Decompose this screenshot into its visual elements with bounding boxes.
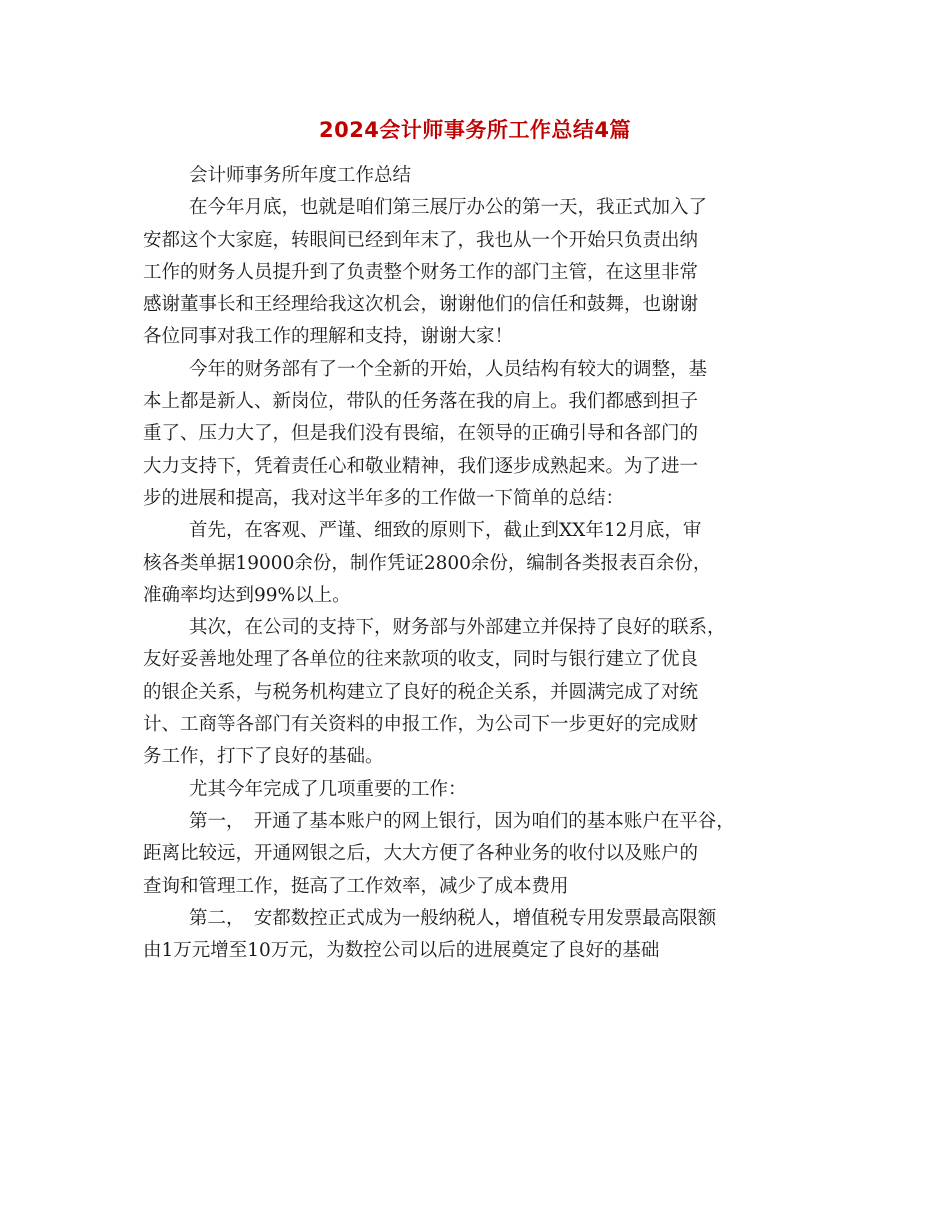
text-line: 友好妥善地处理了各单位的往来款项的收支，同时与银行建立了优良 xyxy=(143,649,699,671)
text-line: 工作的财务人员提升到了负责整个财务工作的部门主管，在这里非常 xyxy=(143,261,699,283)
document-title: 2024会计师事务所工作总结4篇 xyxy=(318,118,632,142)
text-line: 的银企关系，与税务机构建立了良好的税企关系，并圆满完成了对统 xyxy=(143,681,699,703)
text-line: 会计师事务所年度工作总结 xyxy=(189,165,412,186)
text-line: 计、工商等各部门有关资料的申报工作，为公司下一步更好的完成财 xyxy=(143,714,699,736)
text-line: 务工作，打下了良好的基础。 xyxy=(143,746,384,768)
text-line: 首先，在客观、严谨、细致的原则下，截止到XX年12月底，审 xyxy=(189,520,702,542)
text-line: 步的进展和提高，我对这半年多的工作做一下简单的总结： xyxy=(143,487,625,509)
text-line: 今年的财务部有了一个全新的开始，人员结构有较大的调整，基 xyxy=(189,358,708,380)
text-line: 重了、压力大了，但是我们没有畏缩，在领导的正确引导和各部门的 xyxy=(143,423,699,445)
text-line: 距离比较远，开通网银之后，大大方便了各种业务的收付以及账户的 xyxy=(143,843,699,865)
text-line: 核各类单据19000余份，制作凭证2800余份，编制各类报表百余份， xyxy=(143,552,712,574)
text-line: 其次，在公司的支持下，财务部与外部建立并保持了良好的联系， xyxy=(189,617,726,639)
text-line: 第二， 安都数控正式成为一般纳税人，增值税专用发票最高限额 xyxy=(189,907,717,929)
text-line: 在今年月底，也就是咱们第三展厅办公的第一天，我正式加入了 xyxy=(189,197,708,219)
text-line: 感谢董事长和王经理给我这次机会，谢谢他们的信任和鼓舞，也谢谢 xyxy=(143,294,699,316)
text-line: 由1万元增至10万元，为数控公司以后的进展奠定了良好的基础 xyxy=(143,940,660,962)
text-line: 尤其今年完成了几项重要的工作： xyxy=(189,778,467,800)
text-line: 各位同事对我工作的理解和支持，谢谢大家！ xyxy=(143,326,514,348)
text-line: 准确率均达到99%以上。 xyxy=(143,584,351,606)
text-line: 查询和管理工作，挺高了工作效率，减少了成本费用 xyxy=(143,875,569,897)
text-line: 本上都是新人、新岗位，带队的任务落在我的肩上。我们都感到担子 xyxy=(143,391,699,413)
text-line: 安都这个大家庭，转眼间已经到年末了，我也从一个开始只负责出纳 xyxy=(143,229,699,251)
text-line: 大力支持下，凭着责任心和敬业精神，我们逐步成熟起来。为了进一 xyxy=(143,455,699,477)
document-body xyxy=(143,160,809,967)
text-line: 第一， 开通了基本账户的网上银行，因为咱们的基本账户在平谷， xyxy=(189,810,735,832)
